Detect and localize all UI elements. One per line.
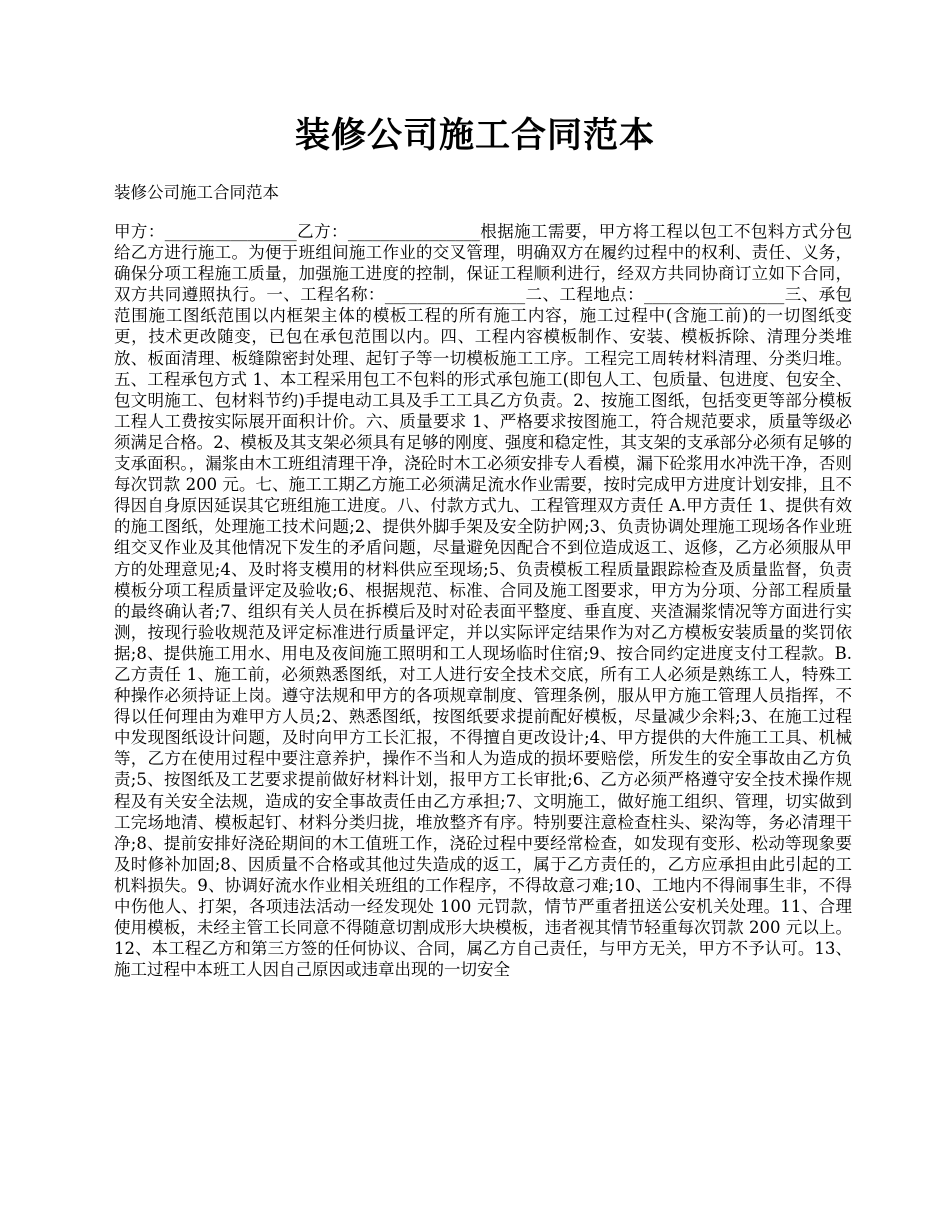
contract-body-text: 甲方：________________乙方：________________根据施工需要，甲方将工程以包工不包料方式分包给乙方进行施工。为便于班组间施工作业的交叉管理，明确双方在履约过程中的权利、责任、义务，确保分项工程施工质量，加强施工进度的控制，保证工程顺利进行，经双方共同协商订立如下合同，双方共同遵照执行。一、工程名称：_________________二、工程地点：_________________三、承包范围施工图纸范围以内框架主体的模板工程的所有施工内容，施工过程中(含施工前)的一切图纸变更，技术更改随变，已包在承包范围以内。四、工程内容模板制作、安装、模板拆除、清理分类堆放、板面清理、板缝隙密封处理、起钉子等一切模板施工工序。工程完工周转材料清理、分类归堆。五、工程承包方式 1、本工程采用包工不包料的形式承包施工(即包人工、包质量、包进度、包安全、包文明施工、包材料节约)手提电动工具及手工工具乙方负责。2、按施工图纸，包括变更等部分模板工程人工费按实际展开面积计价。六、质量要求 1、严格要求按图施工，符合规范要求，质量等级必须满足合格。2、模板及其支架必须具有足够的刚度、强度和稳定性，其支架的支承部分必须有足够的支承面积。，漏浆由木工班组清理干净，浇砼时木工必须安排专人看模，漏下砼浆用水冲洗干净，否则每次罚款 200 元。七、施工工期乙方施工必须满足流水作业需要，按时完成甲方进度计划安排，且不得因自身原因延误其它班组施工进度。八、付款方式九、工程管理双方责任 A.甲方责任 1、提供有效的施工图纸，处理施工技术问题;2、提供外脚手架及安全防护网;3、负责协调处理施工现场各作业班组交叉作业及其他情况下发生的矛盾问题，尽量避免因配合不到位造成返工、返修，乙方必须服从甲方的处理意见;4、及时将支模用的材料供应至现场;5、负责模板工程质量跟踪检查及质量监督，负责模板分项工程质量评定及验收;6、根据规范、标准、合同及施工图要求，甲方为分项、分部工程质量的最终确认者;7、组织有关人员在拆模后及时对砼表面平整度、垂直度、夹渣漏浆情况等方面进行实测，按现行验收规范及评定标准进行质量评定，并以实际评定结果作为对乙方模板安装质量的奖罚依据;8、提供施工用水、用电及夜间施工照明和工人现场临时住宿;9、按合同约定进度支付工程款。B.乙方责任 1、施工前，必须熟悉图纸，对工人进行安全技术交底，所有工人必须是熟练工人，特殊工种操作必须持证上岗。遵守法规和甲方的各项规章制度、管理条例，服从甲方施工管理人员指挥，不得以任何理由为难甲方人员;2、熟悉图纸，按图纸要求提前配好模板，尽量减少余料;3、在施工过程中发现图纸设计问题，及时向甲方工长汇报，不得擅自更改设计;4、甲方提供的大件施工工具、机械等，乙方在使用过程中要注意养护，操作不当和人为造成的损坏要赔偿，所发生的安全事故由乙方负责;5、按图纸及工艺要求提前做好材料计划，报甲方工长审批;6、乙方必须严格遵守安全技术操作规程及有关安全法规，造成的安全事故责任由乙方承担;7、文明施工，做好施工组织、管理，切实做到工完场地清、模板起钉、材料分类归拢，堆放整齐有序。特别要注意检查柱头、梁沟等，务必清理干净;8、提前安排好浇砼期间的木工值班工作，浇砼过程中要经常检查，如发现有变形、松动等现象要及时修补加固;8、因质量不合格或其他过失造成的返工，属于乙方责任的，乙方应承担由此引起的工机料损失。9、协调好流水作业相关班组的工作程序，不得故意刁难;10、工地内不得闹事生非，不得中伤他人、打架，各项违法活动一经发现处 100 元罚款，情节严重者扭送公安机关处理。11、合理使用模板，未经主管工长同意不得随意切割成形大块模板，违者视其情节轻重每次罚款 200 元以上。12、本工程乙方和第三方签的任何协议、合同，属乙方自己责任，与甲方无关，甲方不予认可。13、施工过程中本班工人因自己原因或违章出现的一切安全 <box>114 222 852 980</box>
document-title: 装修公司施工合同范本 <box>294 115 655 156</box>
document-subtitle: 装修公司施工合同范本 <box>114 183 279 202</box>
